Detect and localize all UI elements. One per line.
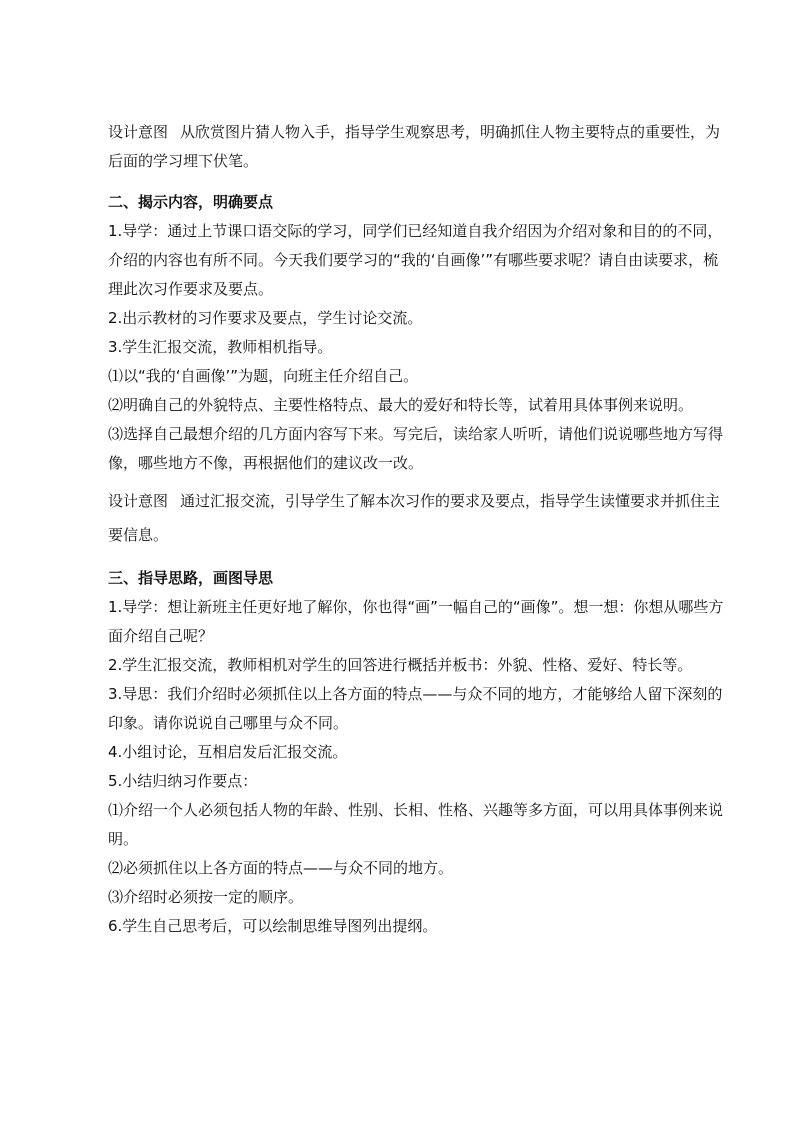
paragraph: 3.导思：我们介绍时必须抓住以上各方面的特点——与众不同的地方，才能够给人留下深刻的印象。请你说说自己哪里与众不同。	[108, 685, 723, 732]
paragraph: 1.导学：通过上节课口语交际的学习，同学们已经知道自我介绍因为介绍对象和目的的不同，介绍的内容也有所不同。今天我们要学习的“我的‘自画像’”有哪些要求呢？请自由读要求，梳理此次习作要求及要点。	[108, 222, 723, 298]
design-intent-text: 通过汇报交流，引导学生了解本次习作的要求及要点，指导学生读懂要求并抓住主要信息。	[108, 492, 721, 544]
paragraph: 3.学生汇报交流，教师相机指导。	[108, 338, 333, 356]
section-heading-2: 二、揭示内容，明确要点	[108, 193, 274, 211]
paragraph: 4.小组讨论，互相启发后汇报交流。	[108, 743, 348, 761]
design-intent-1	[108, 118, 728, 176]
paragraph: ⑵必须抓住以上各方面的特点——与众不同的地方。	[108, 859, 454, 877]
paragraph: 1.导学：想让新班主任更好地了解你，你也得“画”一幅自己的“画像”。想一想：你想从哪些方面介绍自己呢？	[108, 598, 724, 645]
section-heading-3: 三、指导思路，画图导思	[108, 569, 274, 587]
paragraph: 2.出示教材的习作要求及要点，学生讨论交流。	[108, 309, 423, 327]
design-intent-2	[108, 484, 728, 552]
design-intent-tag: 设计意图	[108, 492, 169, 510]
document-body	[108, 118, 728, 941]
paragraph: ⑴以“我的‘自画像’”为题，向班主任介绍自己。	[108, 367, 419, 385]
paragraph: ⑵明确自己的外貌特点、主要性格特点、最大的爱好和特长等，试着用具体事例来说明。	[108, 396, 694, 414]
paragraph: ⑶介绍时必须按一定的顺序。	[108, 888, 304, 906]
paragraph: ⑴介绍一个人必须包括人物的年龄、性别、长相、性格、兴趣等多方面，可以用具体事例来说明。	[108, 801, 724, 848]
paragraph: ⑶选择自己最想介绍的几方面内容写下来。写完后，读给家人听听，请他们说说哪些地方写得像，哪些地方不像，再根据他们的建议改一改。	[108, 425, 724, 472]
design-intent-tag: 设计意图	[108, 123, 169, 141]
paragraph: 6.学生自己思考后，可以绘制思维导图列出提纲。	[108, 917, 438, 935]
paragraph: 2.学生汇报交流，教师相机对学生的回答进行概括并板书：外貌、性格、爱好、特长等。	[108, 656, 693, 674]
design-intent-text: 从欣赏图片猜人物入手，指导学生观察思考，明确抓住人物主要特点的重要性，为后面的学习埋下伏笔。	[108, 123, 721, 170]
paragraph: 5.小结归纳习作要点：	[108, 772, 258, 790]
